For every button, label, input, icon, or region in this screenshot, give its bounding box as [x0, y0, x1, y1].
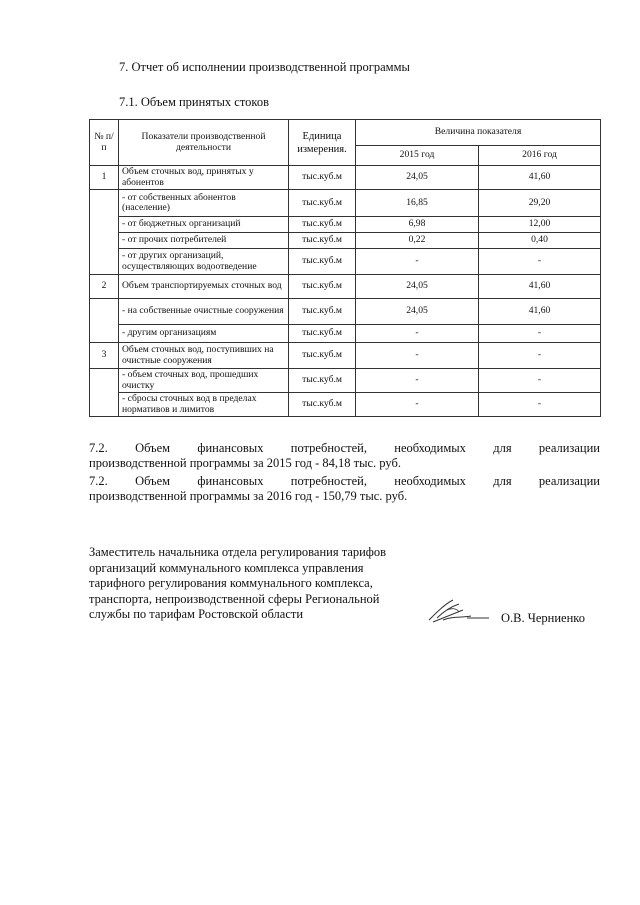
row-value-2015: - — [356, 325, 479, 343]
row-unit: тыс.куб.м — [289, 249, 356, 275]
row-number — [90, 190, 119, 275]
row-value-2016: 41,60 — [479, 275, 601, 299]
row-number — [90, 299, 119, 343]
row-unit: тыс.куб.м — [289, 343, 356, 369]
header-unit: Единица измерения. — [289, 120, 356, 166]
header-2015: 2015 год — [356, 146, 479, 166]
row-indicator: - от прочих потребителей — [119, 233, 289, 249]
signatory-position — [89, 545, 409, 623]
section-heading: 7. Отчет об исполнении производственной программы — [119, 60, 410, 74]
table-row — [90, 393, 601, 417]
row-value-2016: 41,60 — [479, 299, 601, 325]
row-value-2016: - — [479, 369, 601, 393]
position-line: организаций коммунального комплекса управления — [89, 560, 364, 575]
row-indicator: - от собственных абонентов (население) — [119, 190, 289, 217]
row-number — [90, 369, 119, 417]
header-2016: 2016 год — [479, 146, 601, 166]
signatory-name: О.В. Черниенко — [501, 611, 585, 625]
row-value-2015: 24,05 — [356, 299, 479, 325]
row-value-2015: 0,22 — [356, 233, 479, 249]
row-value-2015: - — [356, 393, 479, 417]
row-value-2016: - — [479, 343, 601, 369]
row-unit: тыс.куб.м — [289, 166, 356, 190]
table-row — [90, 325, 601, 343]
row-value-2016: - — [479, 249, 601, 275]
finance-2015-line2: производственной программы за 2015 год - 84,18 тыс. руб. — [89, 456, 401, 470]
header-value: Величина показателя — [356, 120, 601, 146]
stocks-table — [89, 119, 601, 417]
row-number: 1 — [90, 166, 119, 190]
row-indicator: - другим организациям — [119, 325, 289, 343]
row-value-2015: 16,85 — [356, 190, 479, 217]
row-value-2016: 12,00 — [479, 217, 601, 233]
row-number: 3 — [90, 343, 119, 369]
row-unit: тыс.куб.м — [289, 275, 356, 299]
handwritten-signature — [423, 596, 493, 628]
row-indicator: Объем сточных вод, принятых у абонентов — [119, 166, 289, 190]
table-row — [90, 275, 601, 299]
row-indicator: - объем сточных вод, прошедших очистку — [119, 369, 289, 393]
row-indicator: Объем сточных вод, поступивших на очистные сооружения — [119, 343, 289, 369]
row-value-2016: 41,60 — [479, 166, 601, 190]
row-value-2015: 6,98 — [356, 217, 479, 233]
position-line: службы по тарифам Ростовской области — [89, 607, 304, 621]
header-indicator: Показатели производственной деятельности — [119, 120, 289, 166]
row-unit: тыс.куб.м — [289, 393, 356, 417]
position-line: тарифного регулирования коммунального комплекса, — [89, 576, 373, 590]
table-row — [90, 249, 601, 275]
row-value-2015: - — [356, 343, 479, 369]
row-indicator: - сбросы сточных вод в пределах нормативов и лимитов — [119, 393, 289, 417]
subsection-heading: 7.1. Объем принятых стоков — [119, 95, 269, 109]
table-row — [90, 369, 601, 393]
row-value-2016: - — [479, 393, 601, 417]
row-unit: тыс.куб.м — [289, 299, 356, 325]
row-indicator: Объем транспортируемых сточных вод — [119, 275, 289, 299]
position-line: Заместитель начальника отдела регулирования тарифов — [89, 545, 387, 559]
table-row — [90, 233, 601, 249]
row-unit: тыс.куб.м — [289, 233, 356, 249]
row-value-2015: 24,05 — [356, 166, 479, 190]
header-num: № п/п — [90, 120, 119, 166]
table-row — [90, 166, 601, 190]
position-line: транспорта, непроизводственной сферы Региональной — [89, 591, 380, 606]
row-unit: тыс.куб.м — [289, 217, 356, 233]
row-indicator: - на собственные очистные сооружения — [119, 299, 289, 325]
row-indicator: - от других организаций, осуществляющих водоотведение — [119, 249, 289, 275]
row-number: 2 — [90, 275, 119, 299]
finance-2016-line2: производственной программы за 2016 год - 150,79 тыс. руб. — [89, 489, 408, 503]
row-unit: тыс.куб.м — [289, 369, 356, 393]
table-row — [90, 190, 601, 217]
row-unit: тыс.куб.м — [289, 190, 356, 217]
table-row — [90, 217, 601, 233]
finance-2015-line1: 7.2. Объем финансовых потребностей, необходимых для реализации — [89, 441, 600, 455]
table-row — [90, 299, 601, 325]
row-unit: тыс.куб.м — [289, 325, 356, 343]
row-value-2015: 24,05 — [356, 275, 479, 299]
row-value-2016: 0,40 — [479, 233, 601, 249]
row-value-2015: - — [356, 369, 479, 393]
row-indicator: - от бюджетных организаций — [119, 217, 289, 233]
finance-2016-line1: 7.2. Объем финансовых потребностей, необходимых для реализации — [89, 474, 600, 488]
row-value-2015: - — [356, 249, 479, 275]
row-value-2016: 29,20 — [479, 190, 601, 217]
table-row — [90, 343, 601, 369]
row-value-2016: - — [479, 325, 601, 343]
